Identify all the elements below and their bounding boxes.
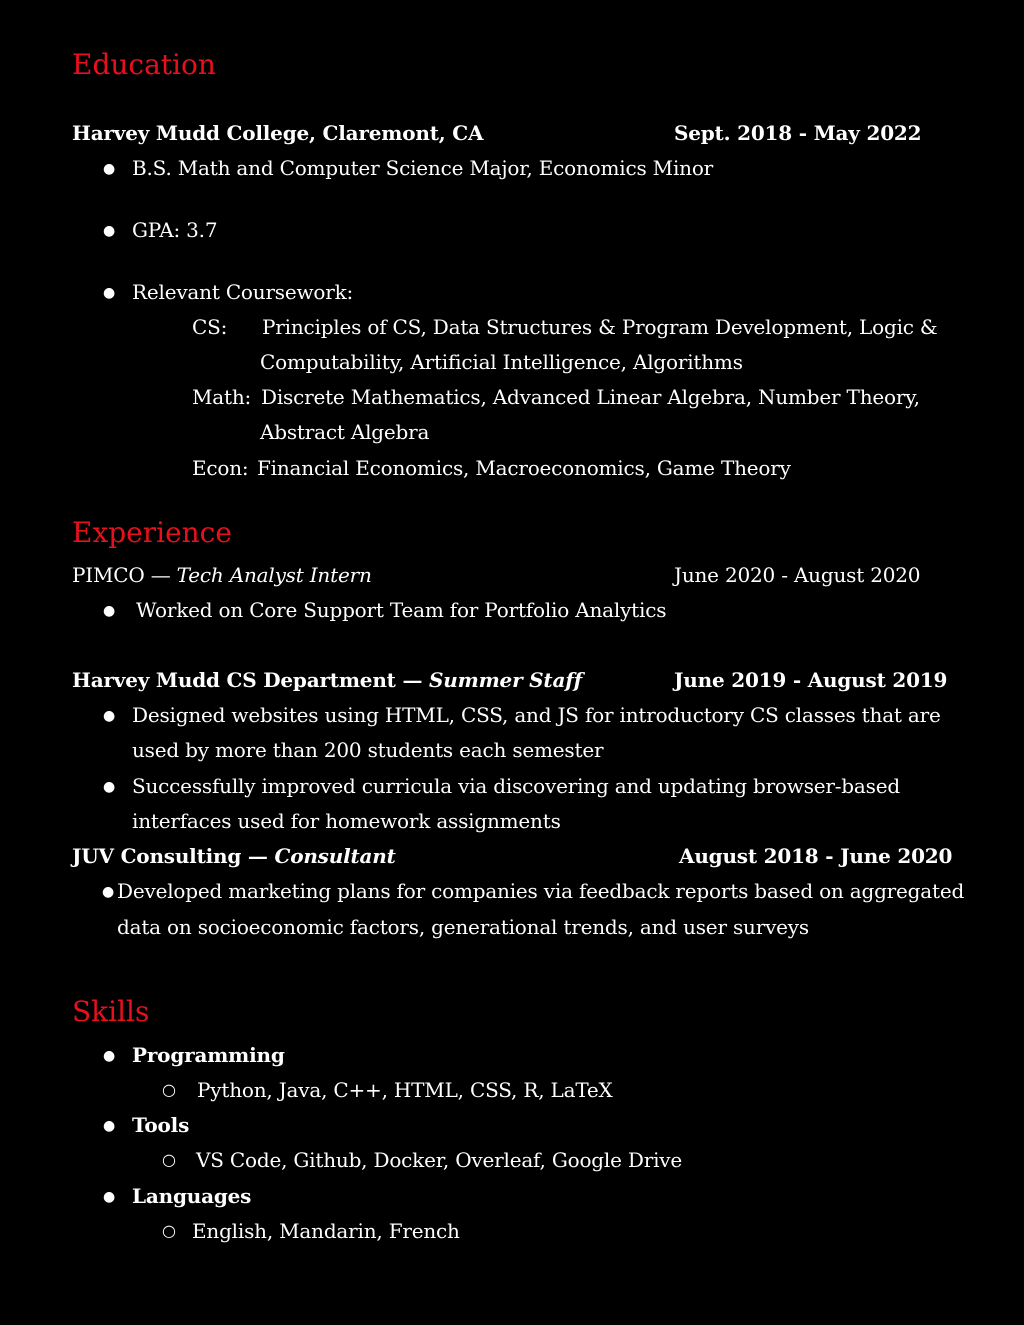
education-gpa: GPA: 3.7 — [132, 218, 218, 242]
job-bullet-cont: interfaces used for homework assignments — [132, 809, 561, 833]
bullet-icon: ● — [103, 603, 116, 619]
circle-bullet-icon: ○ — [162, 1221, 176, 1240]
education-heading: Education — [72, 48, 216, 81]
bullet-icon: ● — [103, 223, 116, 239]
skill-group-name: Languages — [132, 1184, 252, 1208]
bullet-icon: ● — [103, 161, 116, 177]
job-org: JUV Consulting — [72, 844, 242, 868]
job-dates: June 2020 - August 2020 — [674, 563, 921, 587]
job-dates: June 2019 - August 2019 — [674, 668, 948, 692]
coursework-cs-line1: Principles of CS, Data Structures & Program Development, Logic & — [262, 315, 938, 339]
bullet-icon: ● — [103, 708, 116, 724]
job-role: Tech Analyst Intern — [176, 563, 372, 587]
job-separator: — — [395, 668, 430, 692]
coursework-label: Relevant Coursework: — [132, 280, 354, 304]
job-title-line — [72, 846, 396, 866]
coursework-math-line2: Abstract Algebra — [260, 420, 430, 444]
job-separator: — — [144, 563, 177, 587]
job-org: Harvey Mudd CS Department — [72, 668, 396, 692]
job-bullet-cont: used by more than 200 students each semester — [132, 738, 604, 762]
skill-group-items: VS Code, Github, Docker, Overleaf, Google Drive — [196, 1148, 683, 1172]
skills-heading: Skills — [72, 995, 150, 1028]
circle-bullet-icon: ○ — [162, 1150, 176, 1169]
bullet-icon: ● — [102, 884, 115, 900]
coursework-econ-label: Econ: — [192, 456, 249, 480]
skill-group-name: Programming — [132, 1043, 285, 1067]
job-title-line — [72, 565, 372, 585]
job-separator: — — [241, 844, 275, 868]
school-name: Harvey Mudd College, Claremont, CA — [72, 121, 484, 145]
experience-heading: Experience — [72, 516, 232, 549]
coursework-math-label: Math: — [192, 385, 252, 409]
bullet-icon: ● — [103, 1048, 116, 1064]
job-bullet: Successfully improved curricula via discovering and updating browser-based — [132, 774, 900, 798]
coursework-econ-line1: Financial Economics, Macroeconomics, Game Theory — [257, 456, 791, 480]
coursework-cs-line2: Computability, Artificial Intelligence, Algorithms — [260, 350, 743, 374]
coursework-math-line1: Discrete Mathematics, Advanced Linear Algebra, Number Theory, — [261, 385, 920, 409]
job-bullet-cont: data on socioeconomic factors, generational trends, and user surveys — [117, 915, 809, 939]
job-bullet: Developed marketing plans for companies via feedback reports based on aggregated — [117, 879, 965, 903]
job-title-line — [72, 670, 582, 690]
job-dates: August 2018 - June 2020 — [679, 844, 953, 868]
school-dates: Sept. 2018 - May 2022 — [674, 121, 922, 145]
skill-group-name: Tools — [132, 1113, 190, 1137]
bullet-icon: ● — [103, 779, 116, 795]
job-bullet: Designed websites using HTML, CSS, and JS for introductory CS classes that are — [132, 703, 941, 727]
job-bullet: Worked on Core Support Team for Portfolio Analytics — [136, 598, 667, 622]
job-role: Summer Staff — [429, 668, 583, 692]
circle-bullet-icon: ○ — [162, 1080, 176, 1099]
education-degree: B.S. Math and Computer Science Major, Economics Minor — [132, 156, 714, 180]
job-role: Consultant — [274, 844, 396, 868]
skill-group-items: Python, Java, C++, HTML, CSS, R, LaTeX — [197, 1078, 613, 1102]
coursework-cs-label: CS: — [192, 315, 228, 339]
bullet-icon: ● — [103, 1118, 116, 1134]
bullet-icon: ● — [103, 1189, 116, 1205]
bullet-icon: ● — [103, 285, 116, 301]
skill-group-items: English, Mandarin, French — [192, 1219, 460, 1243]
job-org: PIMCO — [72, 563, 145, 587]
